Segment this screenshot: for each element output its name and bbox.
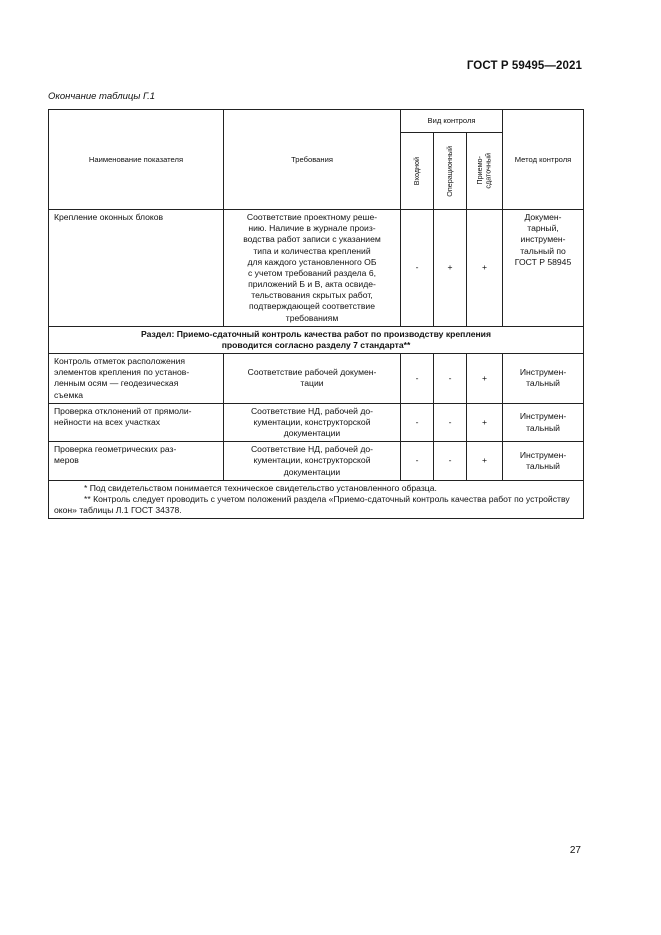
row-method-text: Инструмен- тальный	[519, 449, 567, 472]
header-incoming	[401, 133, 434, 210]
row-operational: +	[434, 210, 467, 327]
row-method	[503, 403, 584, 442]
row-operational: -	[434, 442, 467, 481]
row-name	[49, 354, 224, 404]
row-requirements-text: Соответствие рабочей докумен- тации	[247, 367, 377, 389]
row-name-text: Проверка геометрических раз- меров	[54, 444, 177, 466]
section-row	[49, 326, 584, 353]
row-operational: -	[434, 354, 467, 404]
header-control-type: Вид контроля	[401, 110, 503, 133]
row-incoming: -	[401, 210, 434, 327]
table-row	[49, 210, 584, 327]
row-name-text: Контроль отметок расположения элементов крепления по установ- ленным осям — геодезическая съемка	[54, 356, 190, 400]
header-operational-label: Операционный	[444, 145, 454, 197]
header-operational	[434, 133, 467, 210]
row-acceptance: +	[467, 210, 503, 327]
header-name: Наименование показателя	[49, 110, 224, 210]
row-name-text: Проверка отклонений от прямоли- нейности на всех участках	[54, 405, 192, 427]
row-method	[503, 442, 584, 481]
row-method-text: Докумен- тарный, инструмен- тальный по ГОСТ Р 58945	[514, 212, 572, 267]
table-caption: Окончание таблицы Г.1	[48, 91, 156, 102]
table-row	[49, 442, 584, 481]
table-header-row	[49, 110, 584, 133]
row-method	[503, 210, 584, 327]
control-table	[48, 109, 584, 519]
footnote-2: ** Контроль следует проводить с учетом положений раздела «Приемо-сдаточный контроль качества работ по устройству окон» таблицы Л.1 ГОСТ 34378.	[54, 493, 570, 516]
row-incoming: -	[401, 403, 434, 442]
row-requirements-text: Соответствие проектному реше- нию. Наличие в журнале произ- водства работ записи с указанием типа и количества креплений для каждого установленного ОБ с учетом требований раздела 6, приложений Б и В, акта освиде- тельствования скрытых работ, подтверждающей соответствие требованиям	[243, 212, 381, 323]
header-requirements: Требования	[224, 110, 401, 210]
row-operational: -	[434, 403, 467, 442]
row-requirements-text: Соответствие НД, рабочей до- кументации, конструкторской документации	[250, 444, 374, 477]
header-acceptance	[467, 133, 503, 210]
row-acceptance: +	[467, 403, 503, 442]
row-incoming: -	[401, 354, 434, 404]
row-method	[503, 354, 584, 404]
row-requirements	[224, 442, 401, 481]
document-number: ГОСТ Р 59495—2021	[466, 60, 582, 72]
row-name	[49, 210, 224, 327]
table-row	[49, 403, 584, 442]
row-name	[49, 403, 224, 442]
header-method: Метод контроля	[503, 110, 584, 210]
table-notes	[49, 480, 584, 519]
row-requirements-text: Соответствие НД, рабочей до- кументации, конструкторской документации	[250, 405, 374, 439]
row-method-text: Инструмен- тальный	[519, 411, 567, 433]
row-requirements	[224, 403, 401, 442]
notes-row	[49, 480, 584, 519]
row-name-text: Крепление оконных блоков	[54, 212, 164, 222]
row-incoming: -	[401, 442, 434, 481]
row-name	[49, 442, 224, 481]
row-requirements	[224, 210, 401, 327]
section-title-text: Раздел: Приемо-сдаточный контроль качества работ по производству крепления проводится согласно разделу 7 стандарта**	[141, 328, 491, 350]
row-acceptance: +	[467, 354, 503, 404]
row-requirements	[224, 354, 401, 404]
section-title	[49, 326, 584, 353]
row-method-text: Инструмен- тальный	[519, 367, 567, 389]
table-row	[49, 354, 584, 404]
header-acceptance-label: Приемо- сдаточный	[475, 153, 493, 189]
page-number: 27	[569, 845, 581, 856]
footnote-1: * Под свидетельством понимается техническое свидетельство установленного образца.	[84, 482, 437, 493]
row-acceptance: +	[467, 442, 503, 481]
header-incoming-label: Входной	[411, 156, 421, 186]
